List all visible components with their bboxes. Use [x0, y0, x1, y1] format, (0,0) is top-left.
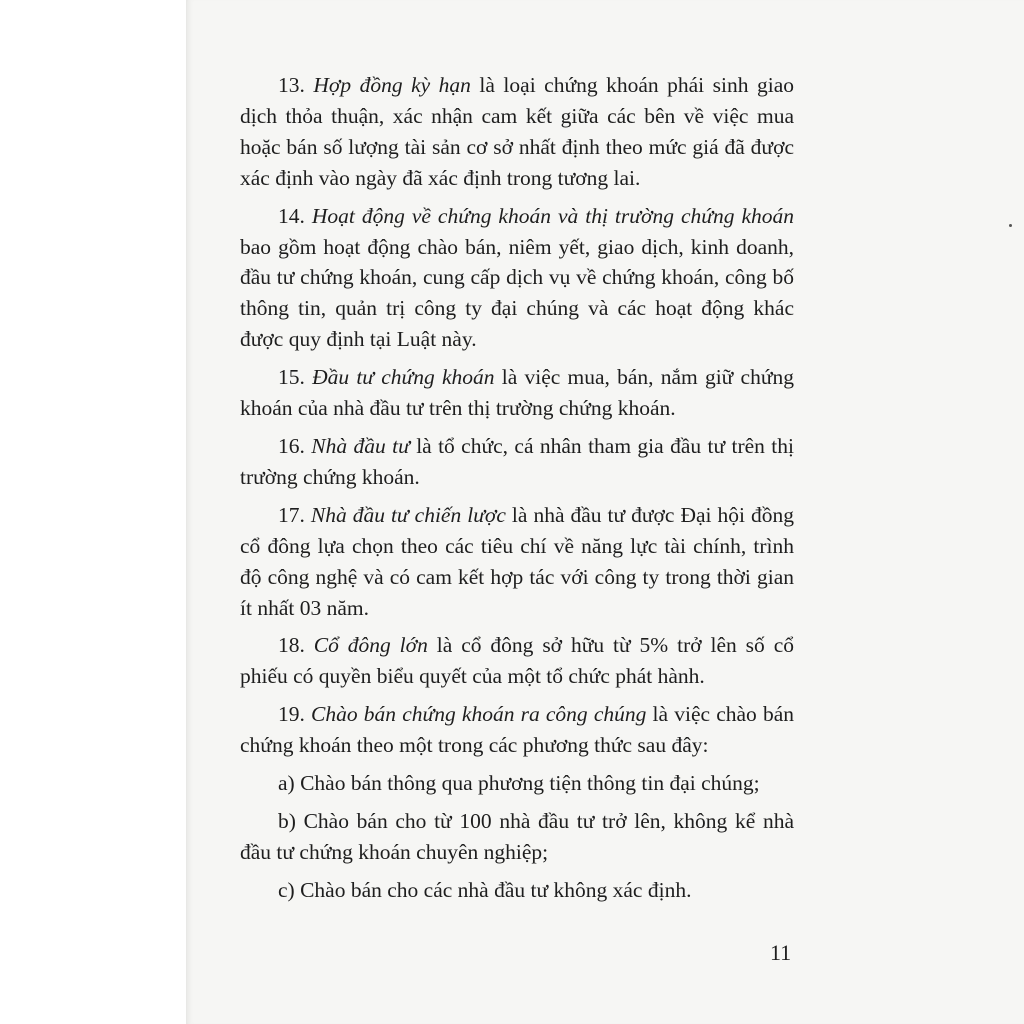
- paragraph-19a: [240, 768, 794, 799]
- paragraph-15: [240, 362, 794, 424]
- defined-term: Nhà đầu tư: [311, 433, 410, 458]
- definition-text: là tổ chức, cá nhân tham gia đầu tư trên thị trường chứng khoán.: [240, 433, 795, 489]
- paragraph-16: [240, 431, 794, 493]
- defined-term: Chào bán chứng khoán ra công chúng: [311, 702, 647, 727]
- definition-text: bao gồm hoạt động chào bán, niêm yết, giao dịch, kinh doanh, đầu tư chứng khoán, cung cấp dịch vụ về chứng khoán, công bố thông tin, quản trị công ty đại chúng và các hoạt động khác được quy định tại Luật này.: [240, 234, 794, 352]
- paragraph-17: [240, 500, 794, 624]
- list-item-text: a) Chào bán thông qua phương tiện thông tin đại chúng;: [278, 771, 760, 796]
- list-item-text: b) Chào bán cho từ 100 nhà đầu tư trở lên, không kể nhà đầu tư chứng khoán chuyên nghiệp;: [240, 808, 794, 864]
- page-body: [240, 70, 794, 913]
- item-number: 18.: [278, 633, 314, 658]
- print-speck: [1009, 224, 1012, 227]
- item-number: 13.: [278, 73, 314, 97]
- defined-term: Nhà đầu tư chiến lược: [310, 502, 506, 527]
- definition-text: là việc mua, bán, nắm giữ chứng khoán của nhà đầu tư trên thị trường chứng khoán.: [240, 365, 794, 421]
- defined-term: Hợp đồng kỳ hạn: [313, 73, 471, 97]
- paragraph-19: [240, 699, 794, 761]
- item-number: 14.: [278, 203, 312, 228]
- list-item-text: c) Chào bán cho các nhà đầu tư không xác định.: [278, 877, 692, 902]
- definition-text: là việc chào bán chứng khoán theo một trong các phương thức sau đây:: [240, 702, 795, 758]
- definition-text: là nhà đầu tư được Đại hội đồng cổ đông lựa chọn theo các tiêu chí về năng lực tài chính, trình độ công nghệ và có cam kết hợp tác với công ty trong thời gian ít nhất 03 năm.: [240, 502, 794, 620]
- paragraph-13: [240, 70, 794, 194]
- item-number: 16.: [278, 433, 312, 458]
- page-number: 11: [770, 940, 792, 965]
- defined-term: Đầu tư chứng khoán: [312, 365, 495, 390]
- paragraph-19c: [240, 875, 794, 906]
- paragraph-18: [240, 630, 794, 692]
- definition-text: là cổ đông sở hữu từ 5% trở lên số cổ phiếu có quyền biểu quyết của một tổ chức phát hành.: [240, 633, 794, 689]
- paragraph-14: [240, 201, 794, 356]
- item-number: 17.: [278, 502, 311, 527]
- defined-term: Cổ đông lớn: [313, 633, 428, 658]
- defined-term: Hoạt động về chứng khoán và thị trường chứng khoán: [311, 203, 795, 228]
- item-number: 19.: [278, 702, 312, 727]
- definition-text: là loại chứng khoán phái sinh giao dịch thỏa thuận, xác nhận cam kết giữa các bên về việc mua hoặc bán số lượng tài sản cơ sở nhất định theo mức giá đã được xác định vào ngày đã xác định trong tương lai.: [240, 73, 794, 190]
- item-number: 15.: [278, 365, 313, 390]
- paragraph-19b: [240, 806, 794, 868]
